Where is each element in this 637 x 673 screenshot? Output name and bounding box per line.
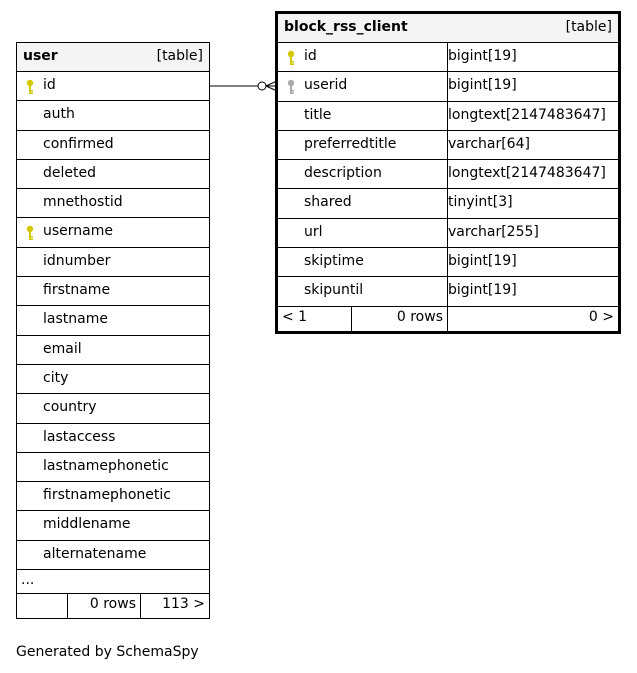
- column-type: longtext[2147483647]: [448, 106, 606, 123]
- column-row: [278, 72, 618, 101]
- primary-key-icon: [286, 50, 296, 66]
- column-name: confirmed: [43, 135, 114, 152]
- column-type: varchar[255]: [448, 223, 539, 240]
- column-name: city: [43, 369, 69, 386]
- column-row: [17, 160, 209, 189]
- block-rss-client-header: [278, 14, 618, 43]
- column-row: [17, 306, 209, 335]
- column-row: [278, 189, 618, 218]
- column-row: [17, 189, 209, 218]
- column-name: shared: [304, 194, 352, 211]
- column-name: id: [304, 48, 317, 64]
- user-table-footer: [17, 594, 209, 618]
- column-name: firstnamephonetic: [43, 487, 171, 504]
- column-type: bigint[19]: [448, 253, 517, 270]
- column-name: mnethostid: [43, 194, 123, 211]
- column-name: username: [43, 223, 113, 240]
- column-row: [17, 72, 209, 101]
- column-name: title: [304, 106, 332, 123]
- footer-row-count: 0 rows: [352, 307, 448, 331]
- column-row: [17, 394, 209, 423]
- column-name: auth: [43, 106, 75, 123]
- footer-row-count: 0 rows: [68, 594, 141, 618]
- primary-key-icon: [25, 79, 35, 95]
- column-row: [17, 248, 209, 277]
- column-type: varchar[64]: [448, 135, 530, 152]
- column-name: userid: [304, 77, 348, 94]
- column-type: tinyint[3]: [448, 194, 513, 211]
- column-row: [278, 160, 618, 189]
- column-row: [278, 277, 618, 306]
- column-type: bigint[19]: [448, 48, 517, 64]
- table-kind: [table]: [156, 48, 203, 64]
- table-name: block_rss_client: [284, 19, 408, 35]
- column-row: [17, 365, 209, 394]
- column-name: country: [43, 399, 97, 416]
- footer-parents: [17, 594, 68, 618]
- rss-table-footer: [278, 307, 618, 331]
- footer-children: 0 >: [588, 308, 614, 325]
- column-type: bigint[19]: [448, 77, 517, 94]
- column-type: longtext[2147483647]: [448, 165, 606, 182]
- column-row: [17, 131, 209, 160]
- generated-by-text: Generated by SchemaSpy: [16, 644, 199, 660]
- user-table: [16, 42, 210, 619]
- column-type: bigint[19]: [448, 282, 517, 299]
- table-name: user: [23, 48, 58, 64]
- column-name: middlename: [43, 516, 131, 533]
- column-row: [278, 248, 618, 277]
- footer-parents: < 1: [278, 307, 352, 331]
- user-table-header: [17, 43, 209, 72]
- column-row: [278, 43, 618, 72]
- column-name: skiptime: [304, 253, 364, 270]
- column-name: lastname: [43, 311, 108, 328]
- column-row: [17, 453, 209, 482]
- column-name: alternatename: [43, 545, 147, 562]
- block-rss-client-table: [275, 11, 621, 334]
- column-row: [17, 482, 209, 511]
- column-name: preferredtitle: [304, 135, 397, 152]
- column-row: [278, 102, 618, 131]
- column-row: [17, 541, 209, 570]
- zero-optional-marker: [258, 82, 266, 90]
- column-name: lastnamephonetic: [43, 457, 169, 474]
- primary-key-icon: [25, 225, 35, 241]
- column-name: description: [304, 165, 382, 182]
- column-row: [278, 131, 618, 160]
- column-row: [17, 277, 209, 306]
- foreign-key-icon: [286, 79, 296, 95]
- column-name: email: [43, 340, 82, 357]
- column-name: idnumber: [43, 252, 111, 269]
- table-kind: [table]: [565, 19, 612, 35]
- column-row: [17, 218, 209, 247]
- footer-children: 113 >: [162, 596, 205, 613]
- column-name: deleted: [43, 164, 96, 181]
- column-name: firstname: [43, 282, 111, 299]
- column-row: [17, 336, 209, 365]
- column-row: [17, 101, 209, 130]
- column-row: [278, 219, 618, 248]
- column-row: [17, 424, 209, 453]
- column-name: skipuntil: [304, 282, 364, 299]
- more-columns-ellipsis: ...: [17, 570, 209, 594]
- column-row: [17, 511, 209, 540]
- column-name: url: [304, 223, 323, 240]
- column-name: id: [43, 77, 56, 93]
- column-name: lastaccess: [43, 428, 116, 445]
